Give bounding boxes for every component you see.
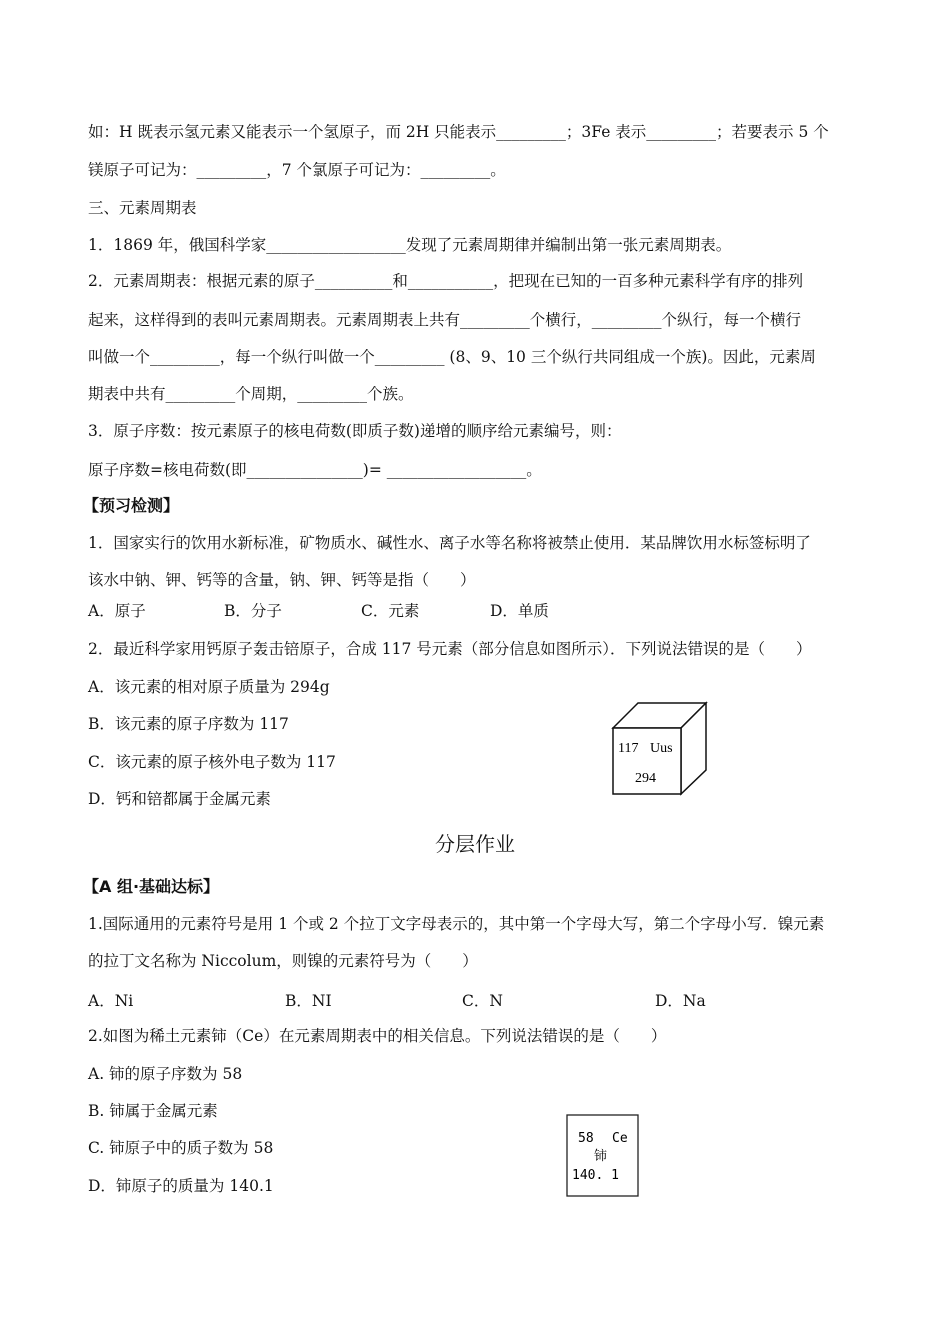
- preview-q1-line2: 该水中钠、钾、钙等的含量，钠、钾、钙等是指（ ）: [88, 571, 476, 589]
- hw-q2-option-a[interactable]: A. 铈的原子序数为 58: [88, 1065, 243, 1083]
- hw-q2-option-b[interactable]: B. 铈属于金属元素: [88, 1102, 218, 1120]
- preview-q1-options: [88, 599, 788, 621]
- option-d[interactable]: D．单质: [490, 602, 549, 620]
- option-d[interactable]: D．Na: [655, 992, 706, 1010]
- element-117-cube-figure: [608, 700, 710, 798]
- option-c[interactable]: C．N: [462, 992, 503, 1010]
- cell-element-name: 铈: [594, 1149, 608, 1164]
- preview-heading: 【预习检测】: [83, 496, 180, 515]
- option-a[interactable]: A．原子: [88, 602, 146, 620]
- homework-title: 分层作业: [435, 832, 515, 856]
- section3-item2-line3: 叫做一个_________，每一个纵行叫做一个_________ (8、9、10 三个纵行共同组成一个族)。因此，元素周: [88, 348, 816, 366]
- preview-q1-line1: 1．国家实行的饮用水新标准，矿物质水、碱性水、离子水等名称将被禁止使用．某品牌饮用水标签标明了: [88, 534, 811, 552]
- cell-symbol: Ce: [612, 1131, 628, 1146]
- intro-line-1: 如：H 既表示氢元素又能表示一个氢原子，而 2H 只能表示_________；3Fe 表示_________；若要表示 5 个: [88, 123, 829, 141]
- preview-q2-option-b[interactable]: B．该元素的原子序数为 117: [88, 715, 289, 733]
- hw-q1-options: [88, 989, 808, 1011]
- hw-q2-option-d[interactable]: D．铈原子的质量为 140.1: [88, 1177, 274, 1195]
- hw-q2-option-c[interactable]: C. 铈原子中的质子数为 58: [88, 1139, 274, 1157]
- cube-mass: 294: [635, 771, 656, 786]
- section3-item3-line2: 原子序数=核电荷数(即_______________)= __________________。: [88, 461, 542, 479]
- section3-item1: 1．1869 年，俄国科学家__________________发现了元素周期律并编制出第一张元素周期表。: [88, 236, 732, 254]
- option-b[interactable]: B．NI: [285, 992, 332, 1010]
- option-c[interactable]: C．元素: [361, 602, 420, 620]
- group-a-heading: 【A 组·基础达标】: [83, 877, 220, 896]
- preview-q2-stem: 2．最近科学家用钙原子轰击锫原子，合成 117 号元素（部分信息如图所示）．下列说法错误的是（ ）: [88, 640, 812, 658]
- hw-q1-line2: 的拉丁文名称为 Niccolum，则镍的元素符号为（ ）: [88, 952, 478, 970]
- section3-title: 三、元素周期表: [88, 199, 197, 217]
- hw-q2-stem: 2.如图为稀土元素铈（Ce）在元素周期表中的相关信息。下列说法错误的是（ ）: [88, 1027, 667, 1045]
- option-b[interactable]: B．分子: [224, 602, 282, 620]
- cube-symbol: Uus: [650, 741, 673, 756]
- cell-atomic-mass: 140. 1: [572, 1168, 619, 1183]
- cell-atomic-number: 58: [578, 1131, 594, 1146]
- cube-atomic-number: 117: [618, 741, 639, 756]
- section3-item2-line2: 起来，这样得到的表叫元素周期表。元素周期表上共有_________个横行，_________个纵行，每一个横行: [88, 311, 802, 329]
- section3-item3-line1: 3．原子序数：按元素原子的核电荷数(即质子数)递增的顺序给元素编号，则：: [88, 422, 622, 440]
- intro-line-2: 镁原子可记为：_________，7 个氯原子可记为：_________。: [88, 161, 506, 179]
- section3-item2-line1: 2．元素周期表：根据元素的原子__________和___________，把现在已知的一百多种元素科学有序的排列: [88, 272, 804, 290]
- hw-q1-line1: 1.国际通用的元素符号是用 1 个或 2 个拉丁文字母表示的，其中第一个字母大写，第二个字母小写．镍元素: [88, 915, 825, 933]
- preview-q2-option-a[interactable]: A．该元素的相对原子质量为 294g: [88, 678, 330, 696]
- option-a[interactable]: A．Ni: [88, 992, 134, 1010]
- preview-q2-option-c[interactable]: C．该元素的原子核外电子数为 117: [88, 753, 336, 771]
- section3-item2-line4: 期表中共有_________个周期，_________个族。: [88, 385, 414, 403]
- cerium-element-cell-figure: [566, 1114, 640, 1198]
- preview-q2-option-d[interactable]: D．钙和锫都属于金属元素: [88, 790, 271, 808]
